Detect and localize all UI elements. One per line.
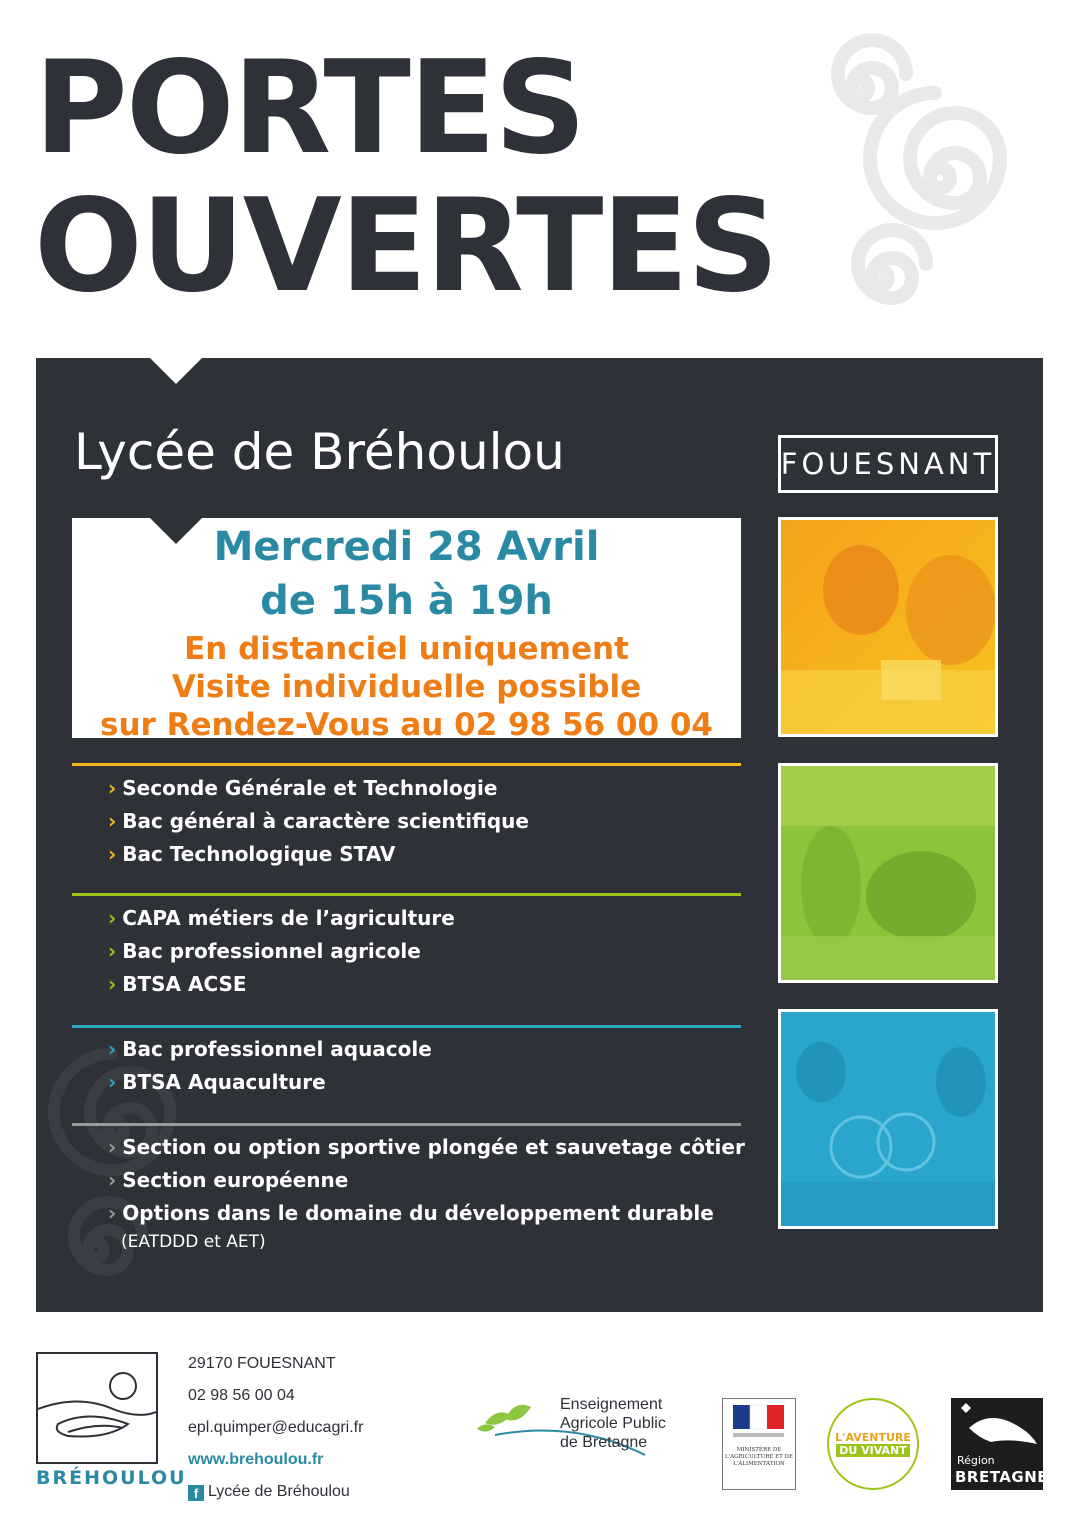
photo-students bbox=[778, 517, 998, 737]
list-item: › BTSA Aquaculture bbox=[108, 1070, 326, 1094]
event-hours: de 15h à 19h bbox=[260, 578, 553, 624]
title-line-2: OUVERTES bbox=[34, 172, 777, 321]
email-link[interactable]: epl.quimper@educagri.fr bbox=[188, 1419, 364, 1436]
eap-label: Enseignement Agricole Public de Bretagne bbox=[560, 1396, 666, 1451]
course-list-agri bbox=[108, 902, 455, 1001]
list-item: › Bac Technologique STAV bbox=[108, 842, 396, 866]
list-item: › Bac professionnel aquacole bbox=[108, 1037, 432, 1061]
title-line-1: PORTES bbox=[34, 34, 585, 183]
chevron-right-icon: › bbox=[108, 939, 117, 963]
list-item: › Section ou option sportive plongée et sauvetage côtier bbox=[108, 1135, 745, 1159]
ministry-logo bbox=[722, 1398, 796, 1490]
brehoulou-logo-label: BRÉHOULOU bbox=[36, 1467, 187, 1489]
aventure-line-1: L'AVENTURE bbox=[835, 1431, 911, 1444]
ermine-icon bbox=[951, 1398, 1043, 1454]
brehoulou-logo bbox=[36, 1352, 158, 1464]
region-big-label: BRETAGNE bbox=[955, 1468, 1049, 1486]
list-item-note bbox=[108, 1230, 745, 1252]
divider-yellow bbox=[72, 763, 741, 766]
chevron-right-icon: › bbox=[108, 1168, 117, 1192]
event-date: Mercredi 28 Avril bbox=[213, 524, 600, 570]
list-item: › Section européenne bbox=[108, 1168, 349, 1192]
town-badge: FOUESNANT bbox=[778, 435, 998, 493]
chevron-right-icon: › bbox=[108, 972, 117, 996]
marianne-icon bbox=[723, 1399, 795, 1445]
brehoulou-logo-icon bbox=[38, 1354, 156, 1462]
divider-green bbox=[72, 893, 741, 896]
region-bretagne-logo bbox=[951, 1398, 1049, 1490]
event-rdv: sur Rendez-Vous au 02 98 56 00 04 bbox=[100, 707, 713, 743]
aventure-line-2: DU VIVANT bbox=[836, 1444, 910, 1457]
address: 29170 FOUESNANT bbox=[188, 1355, 336, 1372]
list-item: › Bac professionnel agricole bbox=[108, 939, 421, 963]
photo-cow bbox=[778, 763, 998, 983]
facebook-icon: f bbox=[188, 1485, 204, 1501]
list-item: › Seconde Générale et Technologie bbox=[108, 776, 498, 800]
course-list-aqua bbox=[108, 1033, 432, 1099]
website-link[interactable]: www.brehoulou.fr bbox=[188, 1451, 324, 1468]
course-list-general bbox=[108, 772, 529, 871]
chevron-right-icon: › bbox=[108, 809, 117, 833]
chevron-right-icon: › bbox=[108, 1201, 117, 1225]
chevron-right-icon: › bbox=[108, 1070, 117, 1094]
list-item: › Options dans le domaine du développement durable bbox=[108, 1201, 714, 1225]
event-info-box bbox=[72, 518, 741, 743]
chevron-right-icon: › bbox=[108, 842, 117, 866]
chevron-right-icon: › bbox=[108, 776, 117, 800]
event-mode: En distanciel uniquement bbox=[184, 631, 629, 667]
list-item: › Bac général à caractère scientifique bbox=[108, 809, 529, 833]
aventure-du-vivant-logo bbox=[827, 1398, 919, 1490]
info-notch bbox=[150, 518, 202, 544]
course-list-options bbox=[108, 1131, 745, 1252]
event-visit: Visite individuelle possible bbox=[171, 669, 642, 705]
region-small-label: Région bbox=[957, 1454, 995, 1467]
chevron-right-icon: › bbox=[108, 1037, 117, 1061]
panel-notch bbox=[150, 358, 202, 384]
facebook-link[interactable]: f Lycée de Bréhoulou bbox=[188, 1476, 363, 1508]
poster-title bbox=[34, 34, 777, 321]
ministry-label: MINISTÈRE DE L'AGRICULTURE ET DE L'ALIMENTATION bbox=[725, 1447, 793, 1467]
divider-aqua bbox=[72, 1025, 741, 1028]
contact-block bbox=[188, 1348, 363, 1508]
chevron-right-icon: › bbox=[108, 1135, 117, 1159]
photo-aquaculture bbox=[778, 1009, 998, 1229]
divider-grey bbox=[72, 1123, 741, 1126]
list-item: › CAPA métiers de l’agriculture bbox=[108, 906, 455, 930]
list-item: › BTSA ACSE bbox=[108, 972, 247, 996]
chevron-right-icon: › bbox=[108, 906, 117, 930]
options-note: (EATDDD et AET) bbox=[121, 1232, 266, 1252]
celtic-spiral-icon bbox=[800, 28, 1050, 328]
school-name: Lycée de Bréhoulou bbox=[74, 423, 565, 481]
phone: 02 98 56 00 04 bbox=[188, 1387, 295, 1404]
